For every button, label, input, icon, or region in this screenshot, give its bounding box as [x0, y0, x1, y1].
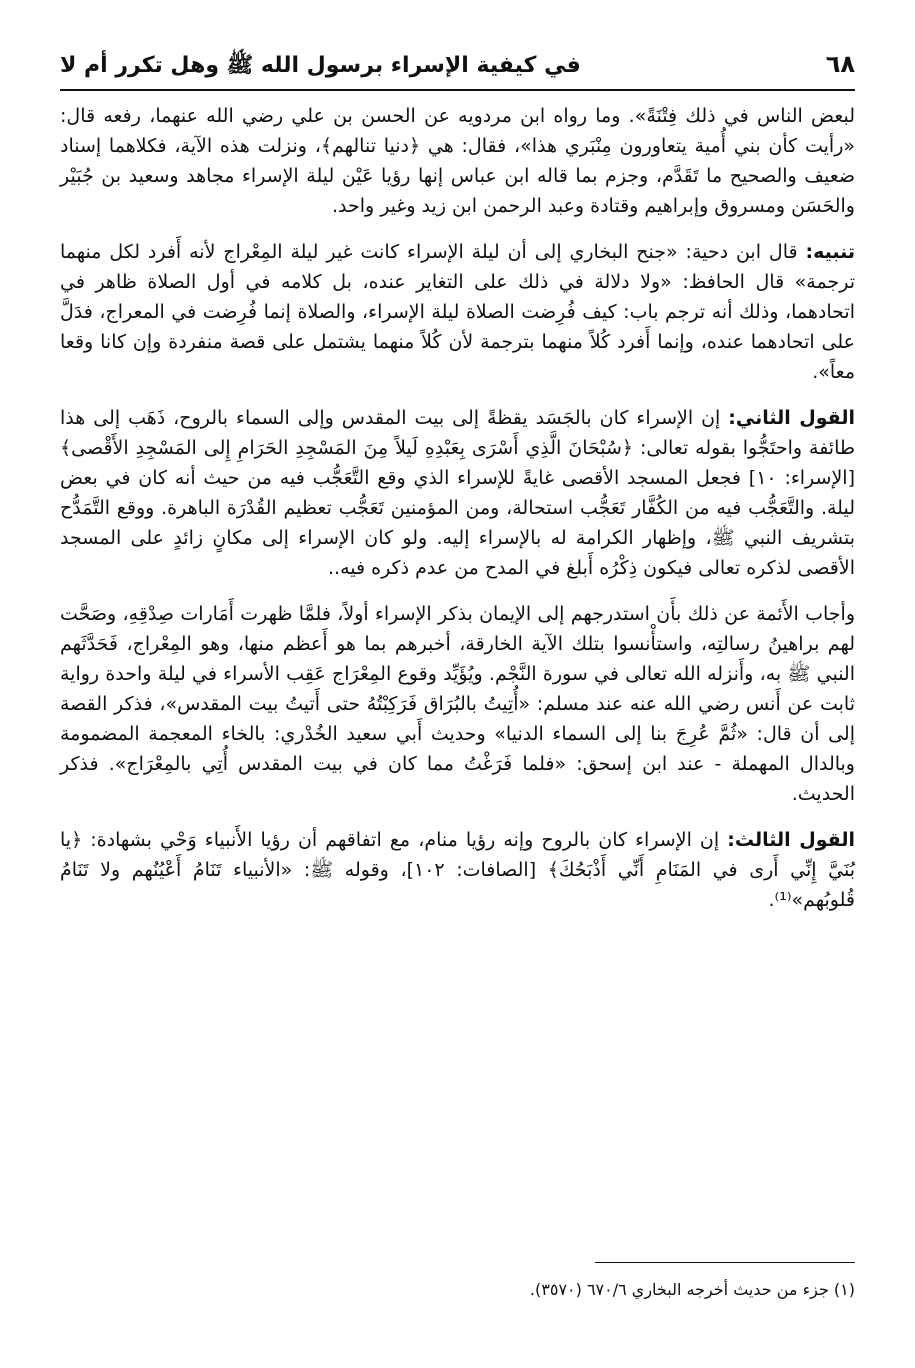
paragraph-note [60, 237, 855, 387]
paragraph-continuation [60, 101, 855, 221]
page-header [60, 50, 855, 91]
paragraph-text: إن الإسراء كان بالجَسَد يقظةً إلى بيت المقدس وإلى السماء بالروح، ذَهَب إلى هذا طائفة واحتَجُّوا بقوله تعالى: ﴿سُبْحَانَ الَّذِي أَسْرَى بِعَبْدِهِ لَيلاً مِنَ المَسْجِدِ الحَرَامِ إِلى المَسْجِدِ الأَقْصى﴾ [الإسراء: ١٠] فجعل المسجد الأقصى غايةً للإسراء الذي وقع التَّعَجُّب فيه من حيث أنه كان في بعض ليلة. والتَّعَجُّب فيه من الكُفَّار تَعَجُّب استحالة، ومن المؤمنين تَعَجُّب تعظيم القُدْرَة الباهرة. ووقع التَّمَدُّح بتشريف النبي ﷺ، وإظهار الكرامة له بالإسراء إليه. ولو كان الإسراء إلى مكانٍ زائدٍ على المسجد الأقصى لذكره تعالى فيكون ذِكْرُه أَبلغ في المدح من عدم ذكره فيه.. [60, 407, 855, 580]
paragraph-third-opinion [60, 825, 855, 915]
paragraph-label: القول الثاني: [728, 407, 856, 430]
footnote: (١) جزء من حديث أخرجه البخاري ٦٧٠/٦ (٣٥٧٠). [529, 1280, 855, 1299]
paragraph-label: تنبيه: [805, 241, 855, 264]
paragraph-second-opinion [60, 403, 855, 583]
paragraph-text: إن الإسراء كان بالروح وإنه رؤيا منام، مع اتفاقهم أن رؤيا الأَنبياء وَحْي بشهادة: ﴿يا بُنَيَّ إِنِّي أَرى في المَنَامِ أَنِّي أَذْبَحُكَ﴾ [الصافات: ١٠٢]، وقوله ﷺ: «الأنبياء تَنَامُ أَعْيُنُهم ولا تَنَامُ قُلوبُهم»⁽¹⁾. [60, 829, 855, 912]
footnotes-section [60, 1262, 855, 1301]
footnote-divider [595, 1262, 855, 1263]
paragraph-text: وأجاب الأَئمة عن ذلك بأَن استدرجهم إلى الإيمان بذكر الإسراء أولاً، فلمَّا ظهرت أَمَارات صِدْقِهِ، وصَحَّت لهم براهينُ رسالتِه، واستأْنسوا بتلك الآية الخارقة، أخبرهم بما هو أَعظم منها، وهو المِعْراج، فَحَدَّثَهم النبي ﷺ به، وأَنزله الله تعالى في سورة النَّجْم. ويُؤَيِّد وقوع المِعْرَاج عَقِب الأسراء في ليلة واحدة رواية ثابت عن أَنس رضي الله عنه عند مسلم: «أُتِيتُ بالبُرَاق فَرَكِبْتُهُ حتى أَتيتُ بيت المقدس»، فذكر القصة إلى أن قال: «ثُمَّ عُرِجَ بنا إلى السماء الدنيا» وحديث أَبي سعيد الخُدْري: بالخاء المعجمة المضمومة وبالدال المهملة - عند ابن إسحق: «فلما فَرَغْتُ مما كان في بيت المقدس أُتِي بالمِعْرَاج». فذكر الحديث. [60, 603, 855, 806]
paragraph-label: القول الثالث: [727, 829, 855, 852]
paragraph-text: لبعض الناس في ذلك فِتْنَةً». وما رواه ابن مردويه عن الحسن بن علي رضي الله عنهما، رفعه قال: «رأيت كأن بني أُمية يتعاورون مِنْبَري هذا»، فقال: هي ﴿دنيا تنالهم﴾، ونزلت هذه الآية، فكلاهما إسناد ضعيف والصحيح ما تَقَدَّم، وجزم بما قاله ابن عباس إنها رؤيا عَيْن ليلة الإسراء مجاهد وسعيد بن جُبَيْر والحَسَن ومسروق وإبراهيم وقتادة وعبد الرحمن ابن زيد وغير واحد. [60, 105, 855, 218]
page-number: ٦٨ [825, 50, 855, 78]
running-title: في كيفية الإسراء برسول الله ﷺ وهل تكرر أم لا [60, 53, 581, 78]
paragraph-text: قال ابن دحية: «جنح البخاري إلى أن ليلة الإسراء كانت غير ليلة المِعْراج لأنه أَفرد لكل منهما ترجمة» قال الحافظ: «ولا دلالة في ذلك على التغاير عنده، بل كلامه في أول الصلاة ظاهر في اتحادهما، وذلك أنه ترجم باب: كيف فُرِضت الصلاة ليلة الإسراء، والصلاة إنما فُرِضت في المعراج، فدَلَّ على اتحادهما عنده، وإنما أَفرد كُلاً منهما بترجمة لأن كُلاً منهما يشتمل على قصة منفردة وإن كانا وقعا معاً». [60, 241, 855, 384]
paragraph-response [60, 599, 855, 809]
